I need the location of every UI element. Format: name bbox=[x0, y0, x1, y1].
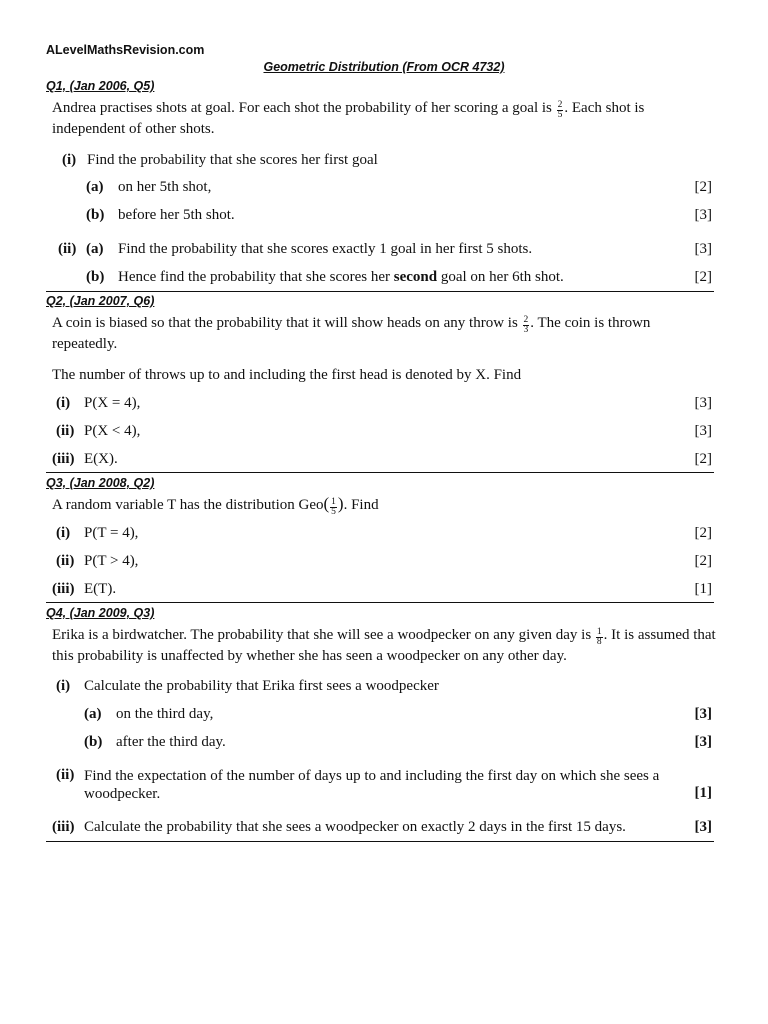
q3-iii-mark: [1] bbox=[694, 581, 712, 597]
q2-i-text: P(X = 4), bbox=[84, 395, 141, 411]
q2-frac-num: 2 bbox=[523, 315, 529, 325]
q1-heading: Q1, (Jan 2006, Q5) bbox=[46, 79, 155, 93]
q3-iii-label: (iii) bbox=[52, 581, 75, 597]
q1-fraction bbox=[557, 101, 564, 120]
q3-frac-num: 1 bbox=[331, 497, 336, 507]
q1-frac-num: 2 bbox=[557, 100, 563, 110]
q4-i-text: Calculate the probability that Erika first sees a woodpecker bbox=[84, 678, 439, 694]
q3-ii-label: (ii) bbox=[56, 553, 75, 569]
q2-i-mark: [3] bbox=[694, 395, 712, 411]
q1-i-label: (i) bbox=[62, 152, 77, 168]
q3-paren-open: ( bbox=[323, 494, 330, 513]
q1-ib-label: (b) bbox=[86, 207, 105, 223]
q1-iib-text-a: Hence find the probability that she scores her bbox=[118, 269, 390, 285]
q4-heading: Q4, (Jan 2009, Q3) bbox=[46, 606, 155, 620]
q4-i-label: (i) bbox=[56, 678, 71, 694]
q4-ii-text: Find the expectation of the number of days up to and including the first day on which she sees a woodpecker. bbox=[84, 768, 660, 802]
q1-intro-text-b: . Each shot is independent of other shots. bbox=[52, 100, 645, 137]
q4-intro bbox=[52, 626, 716, 665]
site-name: ALevelMathsRevision.com bbox=[46, 43, 205, 57]
q4-part-iii bbox=[52, 819, 712, 839]
q2-ii-text: P(X < 4), bbox=[84, 423, 141, 439]
q3-ii-text: P(T > 4), bbox=[84, 553, 139, 569]
q4-divider bbox=[46, 841, 714, 842]
q1-part-ia bbox=[52, 179, 712, 199]
q1-iia-text: Find the probability that she scores exactly 1 goal in her first 5 shots. bbox=[118, 241, 533, 257]
q3-part-iii bbox=[52, 581, 712, 601]
q3-i-mark: [2] bbox=[694, 525, 712, 541]
q1-ii-label: (ii) bbox=[58, 241, 77, 257]
q2-divider bbox=[46, 472, 714, 473]
q3-intro-text-a: A random variable T has the distribution Geo bbox=[52, 497, 324, 513]
q1-part-i bbox=[52, 152, 712, 172]
q4-ii-mark: [1] bbox=[694, 785, 712, 801]
q4-part-i bbox=[52, 678, 712, 698]
q1-intro-text-a: Andrea practises shots at goal. For each shot the probability of her scoring a goal is bbox=[52, 100, 552, 116]
q4-part-ia bbox=[52, 706, 712, 726]
q2-part-i bbox=[52, 395, 712, 415]
q2-fraction bbox=[523, 316, 530, 335]
q2-line2: The number of throws up to and including the first head is denoted by X. Find bbox=[52, 367, 522, 383]
q2-i-label: (i) bbox=[56, 395, 71, 411]
q3-ii-mark: [2] bbox=[694, 553, 712, 569]
q1-part-ib bbox=[52, 207, 712, 227]
q2-heading: Q2, (Jan 2007, Q6) bbox=[46, 294, 155, 308]
q4-ia-mark: [3] bbox=[694, 706, 712, 722]
q1-ib-mark: [3] bbox=[694, 207, 712, 223]
q4-ia-text: on the third day, bbox=[116, 706, 214, 722]
q3-divider bbox=[46, 602, 714, 603]
q1-part-iia bbox=[52, 241, 712, 261]
q2-ii-mark: [3] bbox=[694, 423, 712, 439]
q4-ia-label: (a) bbox=[84, 706, 102, 722]
q4-ii-label: (ii) bbox=[56, 767, 75, 783]
q4-fraction bbox=[596, 628, 603, 647]
q2-part-iii bbox=[52, 451, 712, 471]
page-title: Geometric Distribution (From OCR 4732) bbox=[263, 60, 505, 74]
q2-ii-label: (ii) bbox=[56, 423, 75, 439]
q1-iia-label: (a) bbox=[86, 241, 104, 257]
q4-intro-text-a: Erika is a birdwatcher. The probability that she will see a woodpecker on any given day is bbox=[52, 627, 592, 643]
q3-heading: Q3, (Jan 2008, Q2) bbox=[46, 476, 155, 490]
q4-ib-label: (b) bbox=[84, 734, 103, 750]
q2-intro-text-b: . The coin is thrown repeatedly. bbox=[52, 315, 651, 352]
q2-iii-label: (iii) bbox=[52, 451, 75, 467]
q1-iib-text-b: goal on her 6th shot. bbox=[440, 269, 564, 285]
q4-frac-num: 1 bbox=[596, 627, 602, 637]
q1-i-text: Find the probability that she scores her first goal bbox=[87, 152, 378, 168]
q3-i-label: (i) bbox=[56, 525, 71, 541]
q1-ia-text: on her 5th shot, bbox=[118, 179, 212, 195]
q2-iii-text: E(X). bbox=[84, 451, 118, 467]
q3-iii-text: E(T). bbox=[84, 581, 117, 597]
q3-paren-close: ) bbox=[337, 494, 344, 513]
q3-i-text: P(T = 4), bbox=[84, 525, 139, 541]
q1-iib-mark: [2] bbox=[694, 269, 712, 285]
q2-frac-den: 3 bbox=[523, 325, 529, 335]
q4-iii-label: (iii) bbox=[52, 819, 75, 835]
q1-ia-mark: [2] bbox=[694, 179, 712, 195]
q1-ia-label: (a) bbox=[86, 179, 104, 195]
q1-iib-bold: second bbox=[393, 269, 438, 285]
q3-fraction bbox=[330, 498, 337, 517]
q4-ib-mark: [3] bbox=[694, 734, 712, 750]
q4-part-ib bbox=[52, 734, 712, 754]
q4-frac-den: 8 bbox=[596, 637, 602, 647]
q1-iib-text bbox=[118, 269, 564, 286]
q4-part-ii bbox=[52, 767, 712, 805]
q3-part-ii bbox=[52, 553, 712, 573]
q3-intro-text-b: . Find bbox=[343, 497, 379, 513]
q4-intro-text-b: . It is assumed that this probability is unaffected by whether she has seen a woodpecker on any other day. bbox=[52, 627, 716, 664]
q1-divider bbox=[46, 291, 714, 292]
q4-ib-text: after the third day. bbox=[116, 734, 226, 750]
q2-intro-text-a: A coin is biased so that the probability that it will show heads on any throw is bbox=[52, 315, 518, 331]
q1-ib-text: before her 5th shot. bbox=[118, 207, 235, 223]
q2-part-ii bbox=[52, 423, 712, 443]
q1-intro bbox=[52, 99, 716, 138]
q1-iib-label: (b) bbox=[86, 269, 105, 285]
q3-part-i bbox=[52, 525, 712, 545]
q3-intro bbox=[52, 495, 716, 517]
q4-iii-text: Calculate the probability that she sees a woodpecker on exactly 2 days in the first 15 days. bbox=[84, 819, 626, 835]
q2-intro bbox=[52, 314, 716, 353]
q2-iii-mark: [2] bbox=[694, 451, 712, 467]
q1-iia-mark: [3] bbox=[694, 241, 712, 257]
q1-frac-den: 5 bbox=[557, 110, 563, 120]
q3-frac-den: 5 bbox=[331, 507, 336, 517]
q1-part-iib bbox=[52, 269, 712, 289]
q4-iii-mark: [3] bbox=[694, 819, 712, 835]
